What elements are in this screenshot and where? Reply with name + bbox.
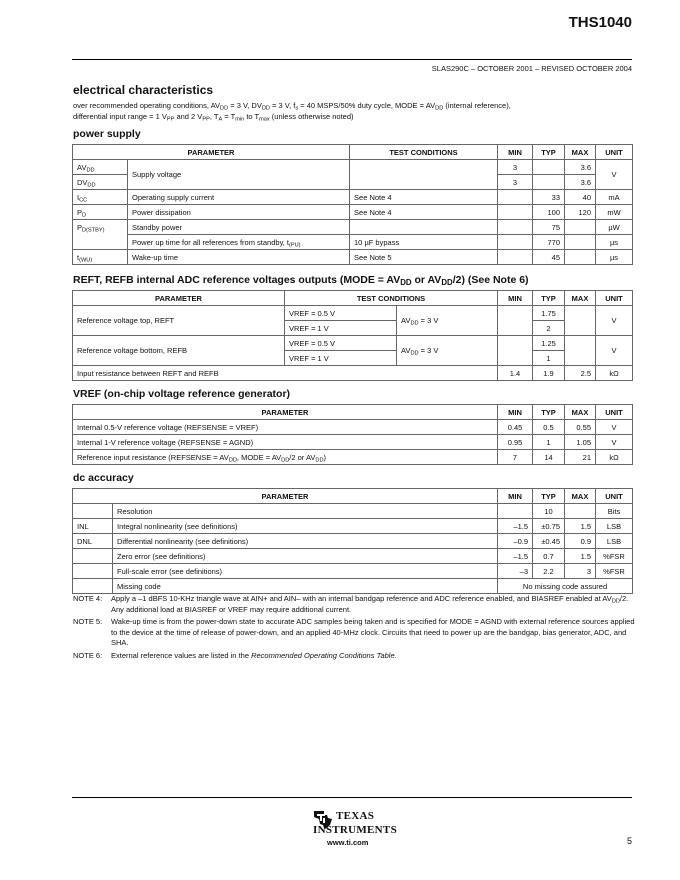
header-max: MAX [565,489,596,504]
unit-value: %FSR [596,549,633,564]
min-value: 3 [498,175,533,190]
condition-cell: VREF = 1 V [285,321,397,336]
unit-value: %FSR [596,564,633,579]
table-header-row [73,291,633,306]
typ-value: 0.7 [533,549,565,564]
header-typ: TYP [533,405,565,420]
typ-value: 45 [533,250,565,265]
part-number: THS1040 [568,14,632,31]
min-value: 1.4 [498,366,533,381]
condition-cell: $AV_{DD} = 3$ V [397,306,498,336]
header-parameter: PARAMETER [73,145,350,160]
unit-value: V [596,336,633,366]
max-value: 120 [565,205,596,220]
parameter-cell: Zero error (see definitions) [113,549,498,564]
table-row [73,564,633,579]
max-value: 3.6 [565,175,596,190]
header-parameter: PARAMETER [73,489,498,504]
table-row [73,160,633,175]
unit-value: LSB [596,534,633,549]
unit-value: V [596,160,633,190]
max-value: 1.5 [565,549,596,564]
parameter-cell: Standby power [128,220,350,235]
condition-cell: See Note 4 [350,205,498,220]
header-test-conditions: TEST CONDITIONS [350,145,498,160]
parameter-cell: Missing code [113,579,498,594]
table-row [73,579,633,594]
min-value: 0.45 [498,420,533,435]
table-row [73,250,633,265]
parameter-cell: Operating supply current [128,190,350,205]
logo-text-instruments: INSTRUMENTS [313,824,397,836]
header-max: MAX [565,145,596,160]
table-row [73,235,633,250]
parameter-cell: Power up time for all references from standby, $t_{(PU)}$ [128,235,350,250]
table-row [73,220,633,235]
table-row [73,205,633,220]
table-row [73,190,633,205]
min-value: 7 [498,450,533,465]
unit-value: V [596,420,633,435]
vref-table [72,404,633,465]
max-value: 1.5 [565,519,596,534]
parameter-cell: Integral nonlinearity (see definitions) [113,519,498,534]
header-typ: TYP [533,145,565,160]
missing-code-value: No missing code assured [498,579,633,594]
vref-title: VREF (on-chip voltage reference generator) [73,388,291,400]
supply-voltage-label: Supply voltage [128,160,350,190]
table-row [73,534,633,549]
dc-table [72,488,633,594]
max-value: 0.55 [565,420,596,435]
max-value: 40 [565,190,596,205]
max-value: 1.05 [565,435,596,450]
min-value: –3 [498,564,533,579]
table-row [73,504,633,519]
min-value: –1.5 [498,549,533,564]
max-value: 3.6 [565,160,596,175]
operating-conditions: over recommended operating conditions, $AV_{DD} = 3$ V, $DV_{DD} = 3$ V, $f_s = 40$ MSPS/50% duty cycle, MODE = $AV_{DD}$ (internal reference), differential input range = 1 $V_{PP}$ and 2 $V_{PP}$, $T_A = T_{min}$ to $T_{max}$ (unless otherwise noted) [73,101,511,123]
table-header-row [73,405,633,420]
symbol-avdd: $AV_{DD}$ [73,160,128,175]
parameter-cell: Resolution [113,504,498,519]
typ-value: 1 [533,435,565,450]
refs-table [72,290,633,381]
unit-value: kΩ [596,366,633,381]
unit-value: mW [596,205,633,220]
header-min: MIN [498,489,533,504]
website-link[interactable]: www.ti.com [327,838,369,847]
header-unit: UNIT [596,145,633,160]
symbol-cell: $t_{(WU)}$ [73,250,128,265]
condition-cell: See Note 4 [350,190,498,205]
min-value: –0.9 [498,534,533,549]
parameter-cell: Reference voltage bottom, REFB [73,336,285,366]
page-number: 5 [626,836,632,846]
typ-value: 2.2 [533,564,565,579]
header-unit: UNIT [596,405,633,420]
header-rule [72,59,632,60]
unit-value: µW [596,220,633,235]
symbol-dvdd: $DV_{DD}$ [73,175,128,190]
unit-value: µs [596,250,633,265]
table-row [73,519,633,534]
parameter-cell: Full-scale error (see definitions) [113,564,498,579]
condition-cell: VREF = 0.5 V [285,306,397,321]
typ-value: ±0.45 [533,534,565,549]
header-typ: TYP [533,291,565,306]
typ-value: 14 [533,450,565,465]
unit-value: V [596,306,633,336]
typ-value: 33 [533,190,565,205]
unit-value: µs [596,235,633,250]
max-value: 0.9 [565,534,596,549]
min-value: –1.5 [498,519,533,534]
symbol-cell: $P_D$ [73,205,128,220]
table-header-row [73,145,633,160]
revision-line: SLAS290C – OCTOBER 2001 – REVISED OCTOBER 2004 [431,64,632,73]
table-row [73,435,633,450]
table-row [73,366,633,381]
header-parameter: PARAMETER [73,405,498,420]
header-max: MAX [565,405,596,420]
header-parameter: PARAMETER [73,291,285,306]
table-header-row [73,489,633,504]
typ-value: 100 [533,205,565,220]
parameter-cell: Internal 0.5-V reference voltage (REFSENSE = VREF) [73,420,498,435]
condition-cell: VREF = 1 V [285,351,397,366]
unit-value: kΩ [596,450,633,465]
footer-rule [72,797,632,798]
table-row [73,450,633,465]
power-supply-table [72,144,633,265]
header-min: MIN [498,405,533,420]
typ-value: 10 [533,504,565,519]
header-typ: TYP [533,489,565,504]
logo-text-texas: TEXAS [336,810,375,822]
min-value: 3 [498,160,533,175]
typ-value: 1.25 [533,336,565,351]
parameter-cell: Reference voltage top, REFT [73,306,285,336]
header-min: MIN [498,291,533,306]
header-test-conditions: TEST CONDITIONS [285,291,498,306]
section-title: electrical characteristics [73,83,214,97]
unit-value: LSB [596,519,633,534]
max-value: 3 [565,564,596,579]
unit-value: mA [596,190,633,205]
table-row [73,420,633,435]
parameter-cell: Power dissipation [128,205,350,220]
condition-cell: VREF = 0.5 V [285,336,397,351]
parameter-cell: Wake-up time [128,250,350,265]
parameter-cell: Differential nonlinearity (see definitions) [113,534,498,549]
note-5: NOTE 5: Wake-up time is from the power-down state to accurate ADC samples being taken and is specified for MODE = AGND with external reference sources applied to the device at the time of release of power-down, and an applied 40-MHz clock. Circuits that need to power up are the bandgap, bias generator, ADC, and SHA. [73,617,635,647]
max-value: 21 [565,450,596,465]
symbol-cell: INL [73,519,113,534]
min-value: 0.95 [498,435,533,450]
parameter-cell: Reference input resistance (REFSENSE = $AV_{DD}$, MODE = $AV_{DD}/2$ or $AV_{DD}$) [73,450,498,465]
parameter-cell: Internal 1-V reference voltage (REFSENSE = AGND) [73,435,498,450]
condition-cell: See Note 5 [350,250,498,265]
power-supply-title: power supply [73,128,141,140]
table-row [73,549,633,564]
condition-cell: 10 µF bypass [350,235,498,250]
header-unit: UNIT [596,291,633,306]
header-unit: UNIT [596,489,633,504]
max-value: 2.5 [565,366,596,381]
typ-value: 1 [533,351,565,366]
typ-value: 1.75 [533,306,565,321]
note-4: NOTE 4: Apply a –1 dBFS 10-KHz triangle wave at AIN+ and AIN– with an internal bandgap reference and ADC reference enabled, and BIASREF enabled at $AV_{DD}/2$. Any additional load at BIASREF or VREF may require additional current. [73,594,629,614]
notes [73,594,639,663]
dc-title: dc accuracy [73,472,134,484]
typ-value: 0.5 [533,420,565,435]
header-max: MAX [565,291,596,306]
unit-value: Bits [596,504,633,519]
header-min: MIN [498,145,533,160]
symbol-cell: DNL [73,534,113,549]
table-row [73,306,633,321]
typ-value: 2 [533,321,565,336]
typ-value: 75 [533,220,565,235]
refs-title: REFT, REFB internal ADC reference voltages outputs (MODE = $AV_{DD}$ or $AV_{DD}/2$) (See Note 6) [73,274,529,287]
symbol-cell: $I_{CC}$ [73,190,128,205]
typ-value: 1.9 [533,366,565,381]
note-6: NOTE 6: External reference values are listed in the Recommended Operating Conditions Table. [73,650,397,660]
unit-value: V [596,435,633,450]
condition-cell: $AV_{DD} = 3$ V [397,336,498,366]
symbol-cell: $P_{D(STBY)}$ [73,220,128,235]
table-row [73,336,633,351]
typ-value: 770 [533,235,565,250]
typ-value: ±0.75 [533,519,565,534]
parameter-cell: Input resistance between REFT and REFB [73,366,498,381]
